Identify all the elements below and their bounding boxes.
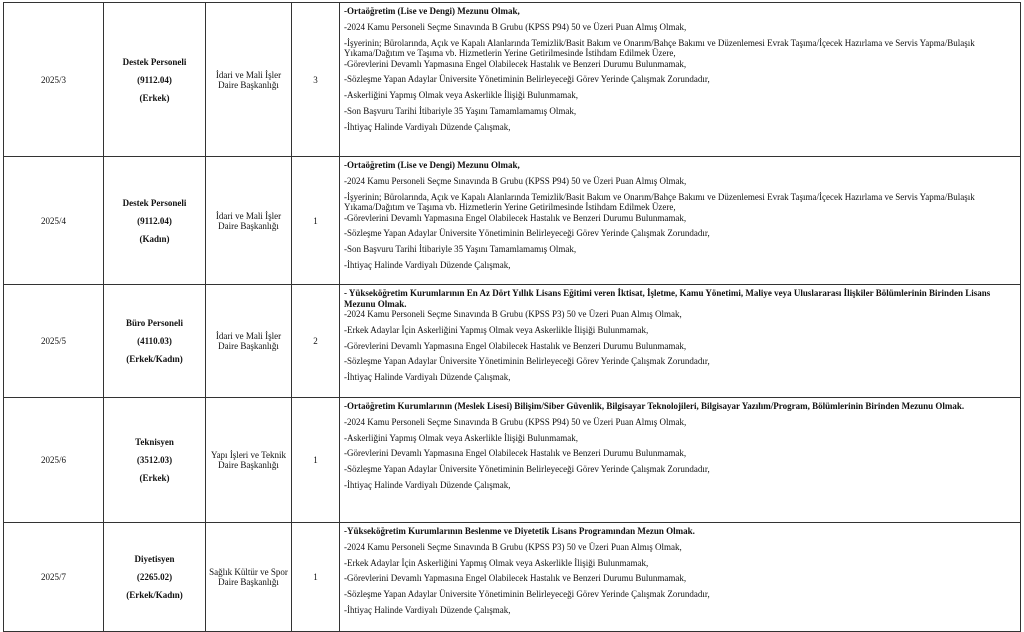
requirement-item: -Görevlerini Devamlı Yapmasına Engel Olabilecek Hastalık ve Benzeri Durumu Bulunmamak, xyxy=(344,58,687,69)
requirement-item: -2024 Kamu Personeli Seçme Sınavında B Grubu (KPSS P3) 50 ve Üzeri Puan Almış Olmak, xyxy=(344,309,682,319)
requirement-item: -Görevlerini Devamlı Yapmasına Engel Olabilecek Hastalık ve Benzeri Durumu Bulunmamak, xyxy=(344,448,687,459)
positions-table-body xyxy=(4,3,1021,632)
requirement-item: -Görevlerini Devamlı Yapmasına Engel Olabilecek Hastalık ve Benzeri Durumu Bulunmamak, xyxy=(344,573,687,584)
position-gender: (Erkek/Kadın) xyxy=(126,590,183,600)
requirements-cell xyxy=(340,398,1021,523)
requirement-item: -2024 Kamu Personeli Seçme Sınavında B Grubu (KPSS P94) 50 ve Üzeri Puan Almış Olmak, xyxy=(344,416,687,427)
unit-cell: İdari ve Mali İşler Daire Başkanlığı xyxy=(206,3,292,157)
table-row xyxy=(4,285,1021,398)
table-row xyxy=(4,523,1021,632)
requirement-item: -Ortaöğretim Kurumlarının (Meslek Lisesi) Bilişim/Siber Güvenlik, Bilgisayar Teknolojileri, Bilgisayar Yazılım/Program, Bölümlerinin Birinden Mezunu Olmak. xyxy=(344,401,965,411)
requirement-item: -Görevlerini Devamlı Yapmasına Engel Olabilecek Hastalık ve Benzeri Durumu Bulunmamak, xyxy=(344,340,687,351)
unit-cell: Yapı İşleri ve Teknik Daire Başkanlığı xyxy=(206,398,292,523)
position-title: Diyetisyen xyxy=(134,554,175,564)
position-title-cell xyxy=(104,285,206,398)
announcement-code-cell: 2025/3 xyxy=(4,3,104,157)
requirement-item: -Erkek Adaylar İçin Askerliğini Yapmış Olmak veya Askerlikle İlişiği Bulunmamak, xyxy=(344,324,649,335)
requirement-item: -İşyerinin; Bürolarında, Açık ve Kapalı Alanlarında Temizlik/Basit Bakım ve Onarım/Bahçe Bakımı ve Düzenlemesi Evrak Taşıma/İçecek Hazırlama ve Servis Yapma/Bulaşık Yıkama/Dağıtım ve Taşıma vb. Hizmetlerin Yerine Getirilmesinde İstihdam Edilmek Üzere, xyxy=(344,37,975,59)
position-code: (9112.04) xyxy=(137,215,172,226)
position-gender: (Kadın) xyxy=(139,233,170,244)
position-title: Destek Personeli xyxy=(122,197,187,208)
requirement-item: - Yükseköğretim Kurumlarının En Az Dört Yıllık Lisans Eğitimi veren İktisat, İşletme, Kamu Yönetimi, Maliye veya Uluslararası İlişkiler Bölümlerinin Birinden Lisans Mezunu Olmak. xyxy=(344,288,991,309)
position-count-cell: 1 xyxy=(292,398,340,523)
announcement-code-cell: 2025/7 xyxy=(4,523,104,632)
position-title-cell xyxy=(104,157,206,285)
table-row xyxy=(4,398,1021,523)
position-count-cell: 1 xyxy=(292,523,340,632)
requirement-item: -Son Başvuru Tarihi İtibariyle 35 Yaşını Tamamlamamış Olmak, xyxy=(344,105,577,116)
position-title-cell xyxy=(104,3,206,157)
position-title-cell xyxy=(104,523,206,632)
requirement-item: -İhtiyaç Halinde Vardiyalı Düzende Çalışmak, xyxy=(344,259,511,270)
position-code: (9112.04) xyxy=(137,74,172,85)
position-gender: (Erkek/Kadın) xyxy=(126,354,183,364)
requirement-item: -Erkek Adaylar İçin Askerliğini Yapmış Olmak veya Askerlikle İlişiği Bulunmamak, xyxy=(344,557,649,568)
requirement-item: -İhtiyaç Halinde Vardiyalı Düzende Çalışmak, xyxy=(344,121,511,132)
position-title: Teknisyen xyxy=(135,437,174,447)
position-code: (4110.03) xyxy=(137,336,172,346)
positions-table xyxy=(3,2,1021,632)
table-row xyxy=(4,3,1021,157)
requirement-item: -Askerliğini Yapmış Olmak veya Askerlikle İlişiği Bulunmamak, xyxy=(344,432,578,443)
requirements-cell xyxy=(340,285,1021,398)
position-count-cell: 1 xyxy=(292,157,340,285)
position-code: (3512.03) xyxy=(136,455,173,465)
unit-cell: Sağlık Kültür ve Spor Daire Başkanlığı xyxy=(206,523,292,632)
announcement-code-cell: 2025/6 xyxy=(4,398,104,523)
requirement-item: -2024 Kamu Personeli Seçme Sınavında B Grubu (KPSS P94) 50 ve Üzeri Puan Almış Olmak, xyxy=(344,175,687,186)
position-title: Büro Personeli xyxy=(125,318,184,328)
requirement-item: -İhtiyaç Halinde Vardiyalı Düzende Çalışmak, xyxy=(344,479,511,490)
position-title: Destek Personeli xyxy=(122,56,187,67)
unit-cell: İdari ve Mali İşler Daire Başkanlığı xyxy=(206,157,292,285)
table-row xyxy=(4,157,1021,285)
position-gender: (Erkek) xyxy=(139,92,170,103)
requirement-item: -2024 Kamu Personeli Seçme Sınavında B Grubu (KPSS P94) 50 ve Üzeri Puan Almış Olmak, xyxy=(344,21,687,32)
requirement-item: -Sözleşme Yapan Adaylar Üniversite Yönetiminin Belirleyeceği Görev Yerinde Çalışmak Zorundadır, xyxy=(344,228,710,239)
requirement-item: -Görevlerini Devamlı Yapmasına Engel Olabilecek Hastalık ve Benzeri Durumu Bulunmamak, xyxy=(344,212,687,223)
position-title-cell xyxy=(104,398,206,523)
position-count-cell: 2 xyxy=(292,285,340,398)
requirements-cell xyxy=(340,157,1021,285)
position-gender: (Erkek) xyxy=(139,473,170,483)
requirement-item: -Sözleşme Yapan Adaylar Üniversite Yönetiminin Belirleyeceği Görev Yerinde Çalışmak Zorundadır, xyxy=(344,589,710,600)
requirement-item: -Sözleşme Yapan Adaylar Üniversite Yönetiminin Belirleyeceği Görev Yerinde Çalışmak Zorundadır, xyxy=(344,74,710,85)
requirement-item: -Son Başvuru Tarihi İtibariyle 35 Yaşını Tamamlamamış Olmak, xyxy=(344,244,577,255)
announcement-code-cell: 2025/5 xyxy=(4,285,104,398)
requirement-item: -İhtiyaç Halinde Vardiyalı Düzende Çalışmak, xyxy=(344,604,511,615)
requirement-item: -Yükseköğretim Kurumlarının Beslenme ve Diyetetik Lisans Programından Mezun Olmak. xyxy=(344,526,695,536)
unit-cell: İdari ve Mali İşler Daire Başkanlığı xyxy=(206,285,292,398)
requirement-item: -Ortaöğretim (Lise ve Dengi) Mezunu Olmak, xyxy=(344,6,520,16)
requirements-cell xyxy=(340,3,1021,157)
requirement-item: -Ortaöğretim (Lise ve Dengi) Mezunu Olmak, xyxy=(344,160,520,170)
requirement-item: -Sözleşme Yapan Adaylar Üniversite Yönetiminin Belirleyeceği Görev Yerinde Çalışmak Zorundadır, xyxy=(344,464,710,475)
requirement-item: -2024 Kamu Personeli Seçme Sınavında B Grubu (KPSS P3) 50 ve Üzeri Puan Almış Olmak, xyxy=(344,541,682,552)
requirements-cell xyxy=(340,523,1021,632)
requirement-item: -İhtiyaç Halinde Vardiyalı Düzende Çalışmak, xyxy=(344,372,511,383)
position-count-cell: 3 xyxy=(292,3,340,157)
announcement-code-cell: 2025/4 xyxy=(4,157,104,285)
position-code: (2265.02) xyxy=(136,572,173,582)
requirement-item: -İşyerinin; Bürolarında, Açık ve Kapalı Alanlarında Temizlik/Basit Bakım ve Onarım/Bahçe Bakımı ve Düzenlemesi Evrak Taşıma/İçecek Hazırlama ve Servis Yapma/Bulaşık Yıkama/Dağıtım ve Taşıma vb. Hizmetlerin Yerine Getirilmesinde İstihdam Edilmek Üzere, xyxy=(344,191,975,213)
requirement-item: -Askerliğini Yapmış Olmak veya Askerlikle İlişiği Bulunmamak, xyxy=(344,90,578,101)
requirement-item: -Sözleşme Yapan Adaylar Üniversite Yönetiminin Belirleyeceği Görev Yerinde Çalışmak Zorundadır, xyxy=(344,356,710,367)
